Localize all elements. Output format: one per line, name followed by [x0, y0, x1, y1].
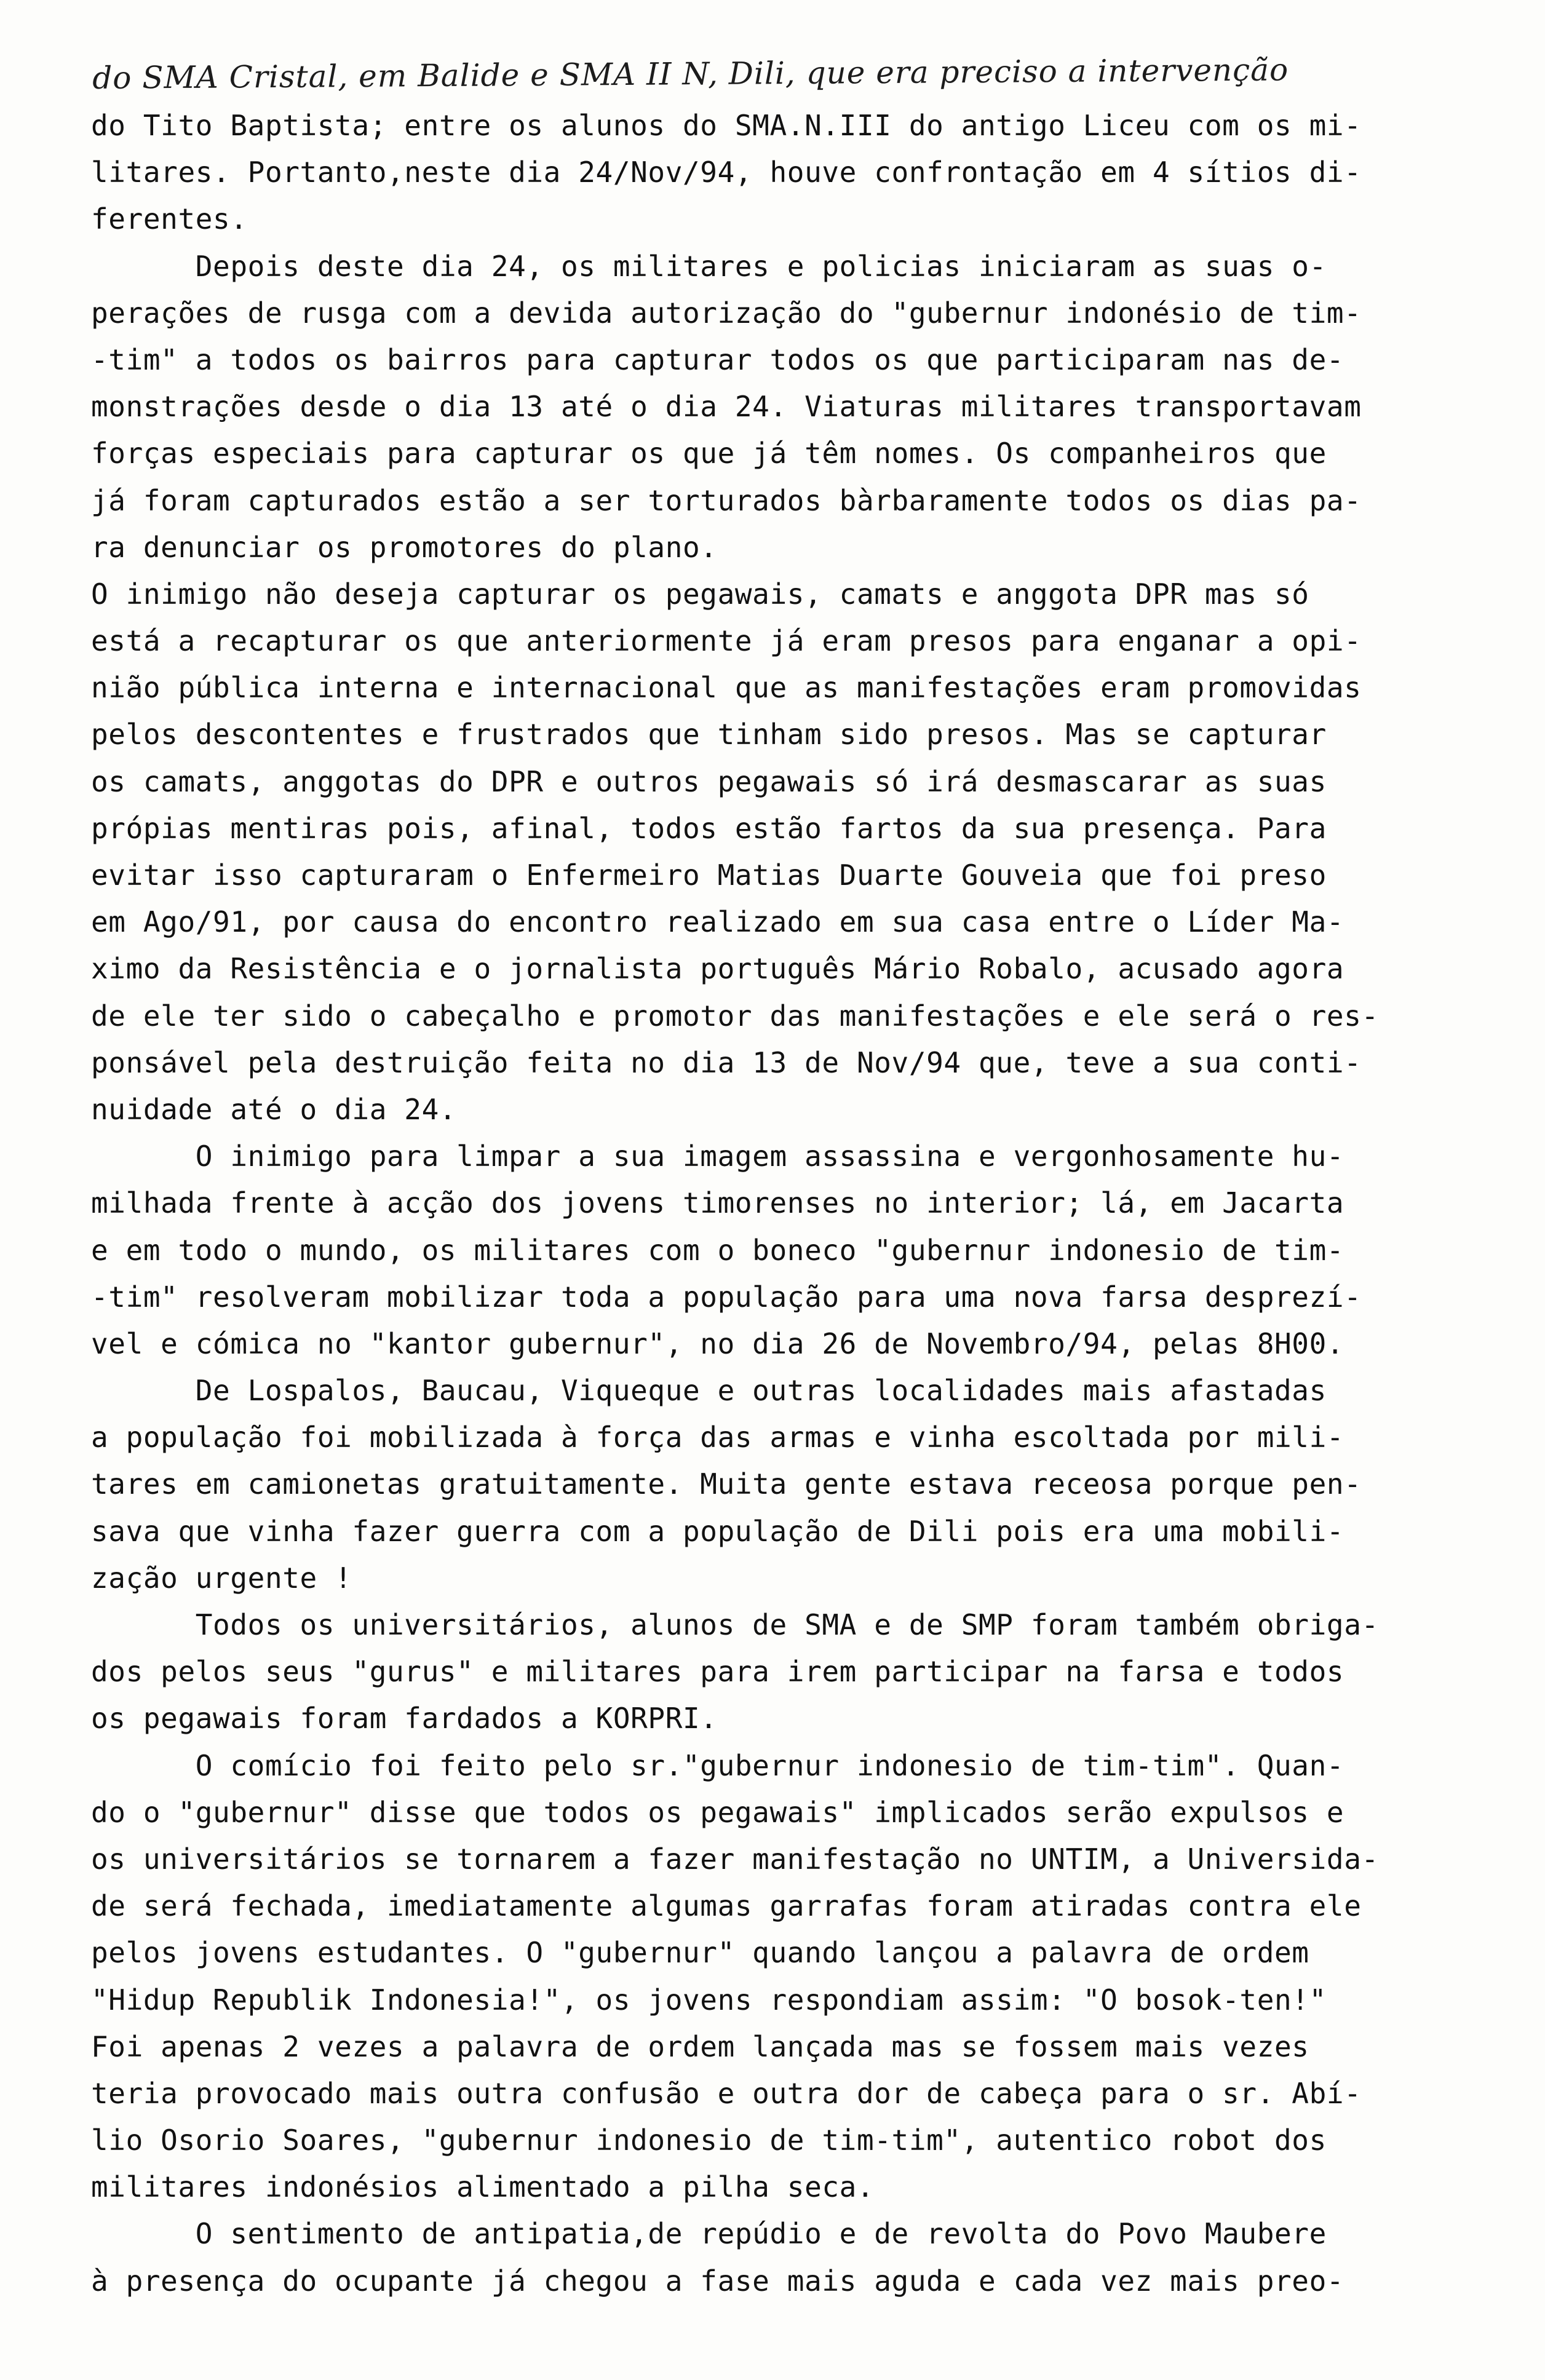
text-line: teria provocado mais outra confusão e outra dor de cabeça para o sr. Abí- [91, 2076, 1362, 2110]
text-line: tares em camionetas gratuitamente. Muita gente estava receosa porque pen- [91, 1467, 1362, 1501]
text-line: à presença do ocupante já chegou a fase mais aguda e cada vez mais preo- [91, 2264, 1344, 2298]
text-line: pelos descontentes e frustrados que tinham sido presos. Mas se capturar [91, 718, 1327, 752]
text-line: está a recapturar os que anteriormente já eram presos para enganar a opi- [91, 624, 1362, 658]
typewritten-body [91, 102, 1444, 2304]
text-line: do o "gubernur" disse que todos os pegawais" implicados serão expulsos e [91, 1795, 1344, 1829]
text-line: O inimigo não deseja capturar os pegawais, camats e anggota DPR mas só [91, 577, 1309, 611]
text-line: Depois deste dia 24, os militares e policias iniciaram as suas o- [91, 249, 1327, 283]
text-line: -tim" resolveram mobilizar toda a população para uma nova farsa desprezí- [91, 1280, 1362, 1314]
text-line: de será fechada, imediatamente algumas garrafas foram atiradas contra ele [91, 1889, 1362, 1923]
text-line: ponsável pela destruição feita no dia 13 de Nov/94 que, teve a sua conti- [91, 1045, 1362, 1079]
text-line: ximo da Resistência e o jornalista português Mário Robalo, acusado agora [91, 952, 1344, 986]
text-line: própias mentiras pois, afinal, todos estão fartos da sua presença. Para [91, 811, 1327, 845]
text-line: lio Osorio Soares, "gubernur indonesio de tim-tim", autentico robot dos [91, 2124, 1327, 2157]
text-line: os universitários se tornarem a fazer manifestação no UNTIM, a Universida- [91, 1842, 1379, 1876]
text-line: -tim" a todos os bairros para capturar todos os que participaram nas de- [91, 343, 1344, 376]
text-line: nião pública interna e internacional que as manifestações eram promovidas [91, 671, 1362, 705]
handwritten-annotation: do SMA Cristal, em Balide e SMA II N, Dili, que era preciso a intervenção [92, 52, 1289, 96]
text-line: e em todo o mundo, os militares com o boneco "gubernur indonesio de tim- [91, 1233, 1344, 1267]
text-line: monstrações desde o dia 13 até o dia 24. Viaturas militares transportavam [91, 390, 1362, 424]
text-line: De Lospalos, Baucau, Viqueque e outras localidades mais afastadas [91, 1374, 1327, 1408]
text-line: ferentes. [91, 202, 248, 236]
text-line: militares indonésios alimentado a pilha seca. [91, 2170, 875, 2204]
text-line: O comício foi feito pelo sr."gubernur indonesio de tim-tim". Quan- [91, 1748, 1344, 1782]
text-line: ra denunciar os promotores do plano. [91, 530, 718, 564]
text-line: do Tito Baptista; entre os alunos do SMA.N.III do antigo Liceu com os mi- [91, 109, 1362, 142]
text-line: evitar isso capturaram o Enfermeiro Matias Duarte Gouveia que foi preso [91, 859, 1327, 892]
text-line: zação urgente ! [91, 1561, 352, 1595]
text-line: Foi apenas 2 vezes a palavra de ordem lançada mas se fossem mais vezes [91, 2029, 1309, 2063]
text-line: litares. Portanto,neste dia 24/Nov/94, houve confrontação em 4 sítios di- [91, 156, 1362, 189]
text-line: em Ago/91, por causa do encontro realizado em sua casa entre o Líder Ma- [91, 905, 1344, 939]
text-line: a população foi mobilizada à força das armas e vinha escoltada por mili- [91, 1421, 1344, 1454]
text-line: nuidade até o dia 24. [91, 1092, 457, 1126]
text-line: pelos jovens estudantes. O "gubernur" quando lançou a palavra de ordem [91, 1936, 1309, 1970]
text-line: O sentimento de antipatia,de repúdio e de revolta do Povo Maubere [91, 2217, 1327, 2251]
text-line: "Hidup Republik Indonesia!", os jovens respondiam assim: "O bosok-ten!" [91, 1983, 1327, 2017]
text-line: perações de rusga com a devida autorização do "gubernur indonésio de tim- [91, 296, 1362, 330]
text-line: forças especiais para capturar os que já têm nomes. Os companheiros que [91, 437, 1327, 470]
text-line: sava que vinha fazer guerra com a população de Dili pois era uma mobili- [91, 1514, 1344, 1548]
text-line: já foram capturados estão a ser torturados bàrbaramente todos os dias pa- [91, 483, 1362, 517]
text-line: os camats, anggotas do DPR e outros pegawais só irá desmascarar as suas [91, 764, 1327, 798]
text-line: de ele ter sido o cabeçalho e promotor das manifestações e ele será o res- [91, 999, 1379, 1033]
text-line: os pegawais foram fardados a KORPRI. [91, 1702, 718, 1735]
text-line: O inimigo para limpar a sua imagem assassina e vergonhosamente hu- [91, 1140, 1344, 1173]
text-line: dos pelos seus "gurus" e militares para irem participar na farsa e todos [91, 1655, 1344, 1689]
text-line: vel e cómica no "kantor gubernur", no dia 26 de Novembro/94, pelas 8H00. [91, 1327, 1344, 1360]
text-line: milhada frente à acção dos jovens timorenses no interior; lá, em Jacarta [91, 1186, 1344, 1220]
text-line: Todos os universitários, alunos de SMA e de SMP foram também obriga- [91, 1608, 1379, 1641]
